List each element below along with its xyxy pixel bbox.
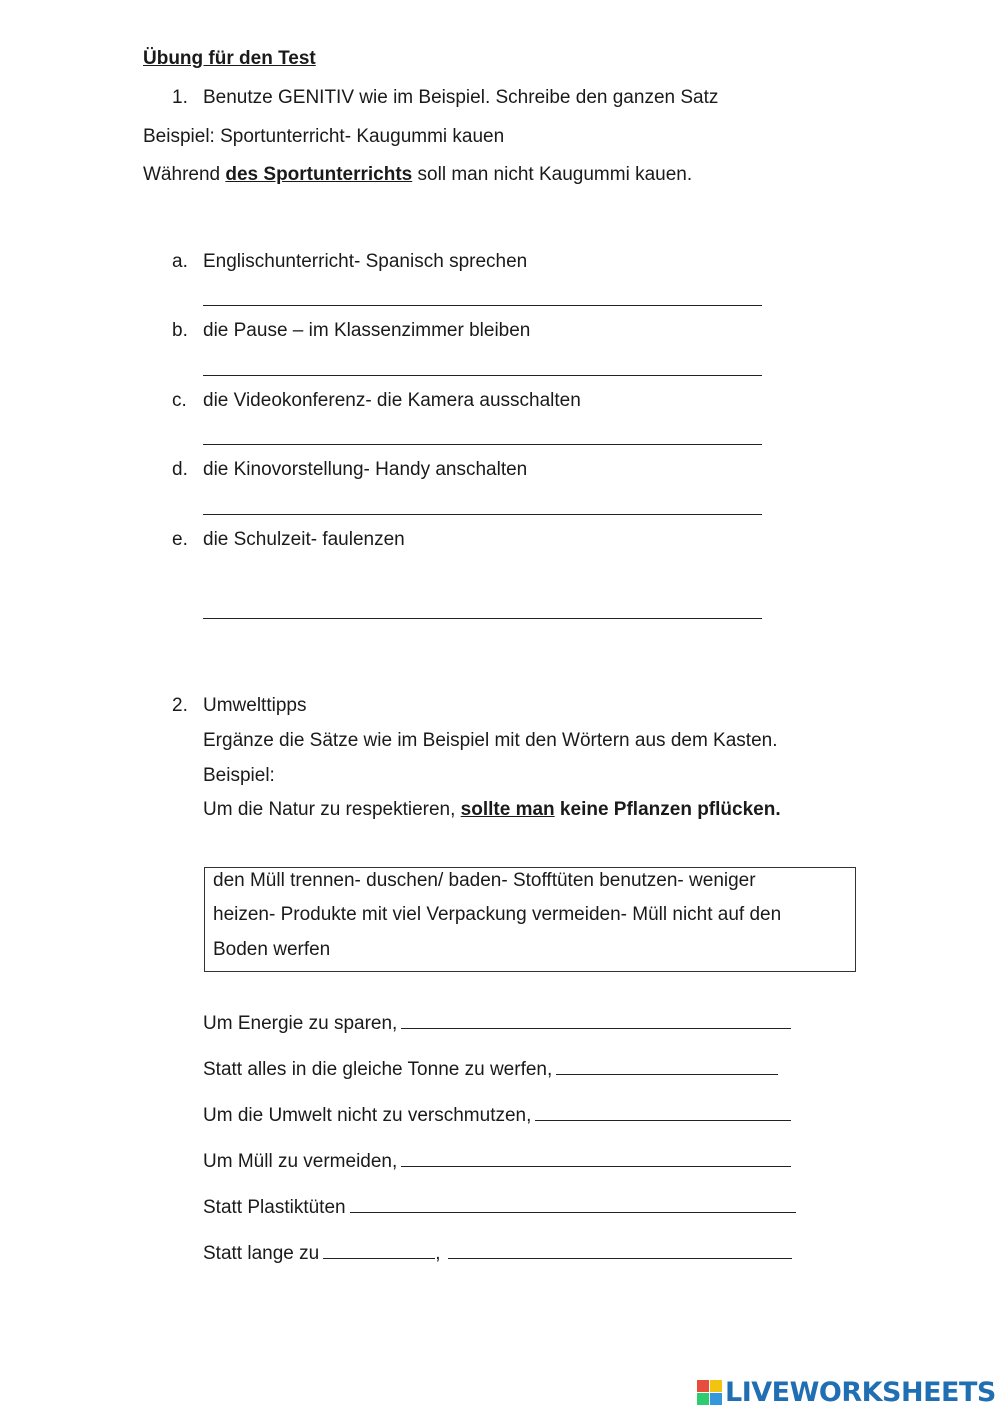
- item-b-answer-line[interactable]: [203, 375, 762, 376]
- task2-example-label: Beispiel:: [203, 765, 275, 786]
- task1-instruction: Benutze GENITIV wie im Beispiel. Schreibe den ganzen Satz: [203, 87, 719, 108]
- sentence-2-answer-line[interactable]: [556, 1056, 778, 1075]
- word-box-line-2: heizen- Produkte mit viel Verpackung vermeiden- Müll nicht auf den: [213, 904, 782, 925]
- item-a-letter: a.: [172, 251, 188, 272]
- item-c-answer-line[interactable]: [203, 444, 762, 445]
- task2-example-sentence: [203, 799, 781, 821]
- sentence-5: [203, 1194, 796, 1219]
- word-box: [204, 867, 856, 972]
- item-c-text: die Videokonferenz- die Kamera ausschalten: [203, 390, 581, 411]
- example-answer-highlight: des Sportunterrichts: [225, 164, 413, 185]
- item-d-letter: d.: [172, 459, 188, 480]
- task2-heading: Umwelttipps: [203, 695, 307, 716]
- word-box-line-3: Boden werfen: [213, 939, 331, 960]
- sentence-3-answer-line[interactable]: [535, 1102, 791, 1121]
- item-c-letter: c.: [172, 390, 187, 411]
- item-a-answer-line[interactable]: [203, 305, 762, 306]
- sentence-6: [203, 1240, 792, 1265]
- sentence-4-prompt: Um Müll zu vermeiden,: [203, 1151, 398, 1172]
- task2-number: 2.: [172, 695, 188, 716]
- sentence-1: [203, 1010, 791, 1035]
- example-sentence-highlight: sollte man: [460, 799, 555, 820]
- item-e-answer-line[interactable]: [203, 618, 762, 619]
- sentence-1-prompt: Um Energie zu sparen,: [203, 1013, 398, 1034]
- task1-example-prompt: Beispiel: Sportunterricht- Kaugummi kauen: [143, 126, 505, 147]
- example-answer-before: Während: [143, 164, 226, 185]
- sentence-3: [203, 1102, 791, 1127]
- sentence-5-answer-line[interactable]: [350, 1194, 796, 1213]
- sentence-6-answer-line-2[interactable]: [448, 1240, 792, 1259]
- item-d-answer-line[interactable]: [203, 514, 762, 515]
- page-title: Übung für den Test: [143, 48, 316, 69]
- sentence-2: [203, 1056, 778, 1081]
- item-a-text: Englischunterricht- Spanisch sprechen: [203, 251, 528, 272]
- example-sentence-before: Um die Natur zu respektieren,: [203, 799, 461, 820]
- item-b-text: die Pause – im Klassenzimmer bleiben: [203, 320, 531, 341]
- item-e-text: die Schulzeit- faulenzen: [203, 529, 405, 550]
- task1-example-answer: [143, 164, 692, 186]
- sentence-1-answer-line[interactable]: [401, 1010, 791, 1029]
- word-box-line-1: den Müll trennen- duschen/ baden- Stofftüten benutzen- weniger: [213, 870, 756, 891]
- item-e-letter: e.: [172, 529, 188, 550]
- sentence-6-separator: ,: [435, 1243, 441, 1264]
- liveworksheets-logo: [697, 1378, 996, 1408]
- sentence-6-prompt: Statt lange zu: [203, 1243, 320, 1264]
- sentence-4: [203, 1148, 791, 1173]
- sentence-6-answer-line-1[interactable]: [323, 1240, 435, 1259]
- logo-text: LIVEWORKSHEETS: [725, 1377, 996, 1408]
- example-answer-after: soll man nicht Kaugummi kauen.: [412, 164, 693, 185]
- logo-mark-icon: [697, 1380, 723, 1406]
- task1-number: 1.: [172, 87, 188, 108]
- item-d-text: die Kinovorstellung- Handy anschalten: [203, 459, 528, 480]
- sentence-2-prompt: Statt alles in die gleiche Tonne zu werfen,: [203, 1059, 553, 1080]
- sentence-5-prompt: Statt Plastiktüten: [203, 1197, 346, 1218]
- task2-instruction: Ergänze die Sätze wie im Beispiel mit den Wörtern aus dem Kasten.: [203, 730, 778, 751]
- sentence-3-prompt: Um die Umwelt nicht zu verschmutzen,: [203, 1105, 532, 1126]
- item-b-letter: b.: [172, 320, 188, 341]
- sentence-4-answer-line[interactable]: [401, 1148, 791, 1167]
- example-sentence-after: keine Pflanzen pflücken.: [554, 799, 781, 820]
